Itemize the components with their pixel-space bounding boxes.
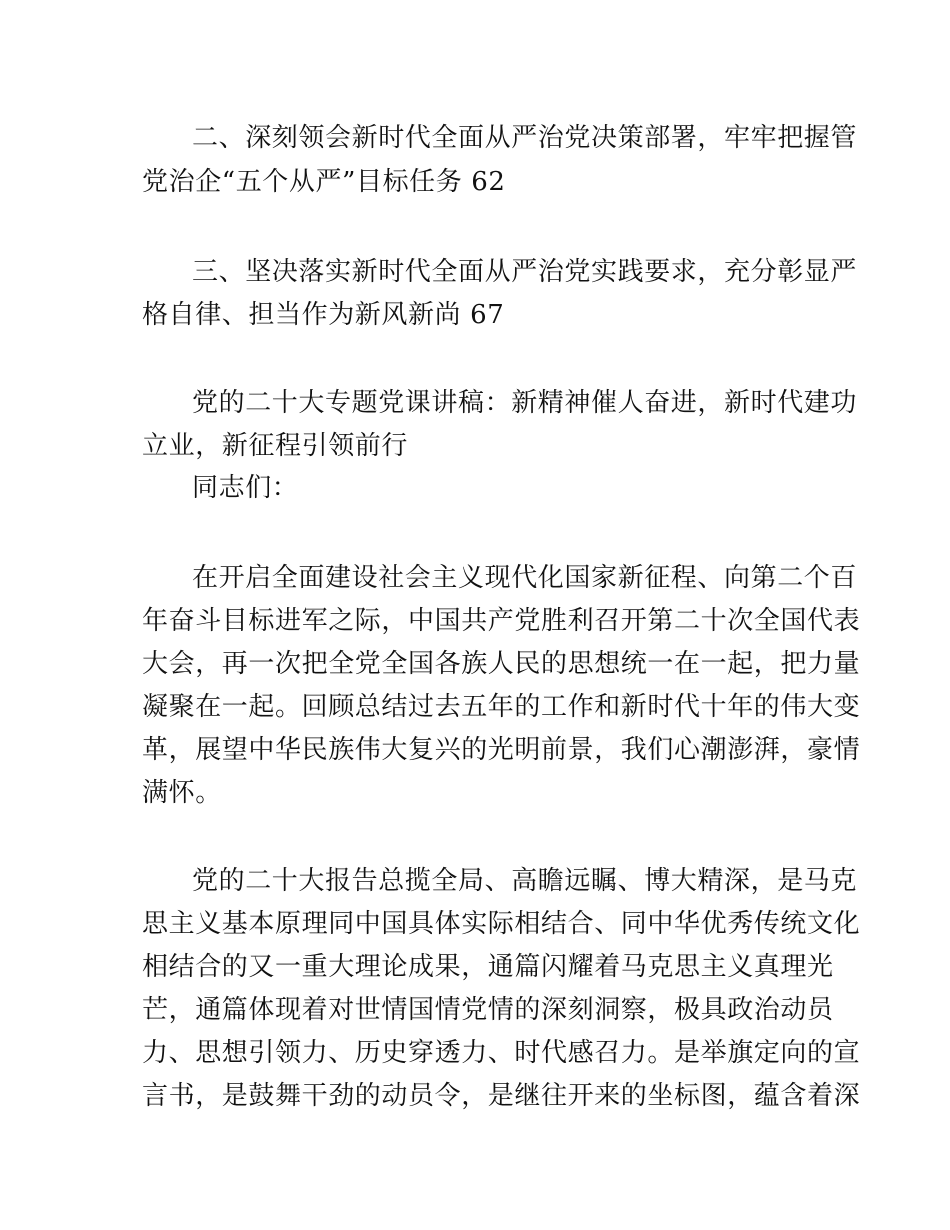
paragraph-2-line-2: 思主义基本原理同中国具体实际相结合、同中华优秀传统文化: [142, 909, 861, 939]
paragraph-1-line-4: 凝聚在一起。回顾总结过去五年的工作和新时代十年的伟大变: [142, 692, 861, 722]
paragraph-2-line-6: 言书，是鼓舞干劲的动员令，是继往开来的坐标图，蕴含着深: [142, 1081, 861, 1111]
paragraph-2-line-3: 相结合的又一重大理论成果，通篇闪耀着马克思主义真理光: [142, 952, 834, 982]
paragraph-2-line-1: 党的二十大报告总揽全局、高瞻远瞩、博大精深，是马克: [192, 866, 858, 896]
paragraph-1-line-2: 年奋斗目标进军之际，中国共产党胜利召开第二十次全国代表: [142, 606, 861, 636]
salutation: 同志们：: [192, 473, 299, 503]
paragraph-2-line-5: 力、思想引领力、历史穿透力、时代感召力。是举旗定向的宣: [142, 1038, 861, 1068]
paragraph-1-line-6: 满怀。: [142, 778, 222, 808]
paragraph-1-line-1: 在开启全面建设社会主义现代化国家新征程、向第二个百: [192, 563, 858, 593]
paragraph-1-line-3: 大会，再一次把全党全国各族人民的思想统一在一起，把力量: [142, 649, 861, 679]
toc-entry-2-line-1: 二、深刻领会新时代全面从严治党决策部署，牢牢把握管: [192, 123, 858, 153]
document-title-line-1: 党的二十大专题党课讲稿：新精神催人奋进，新时代建功: [192, 388, 858, 418]
paragraph-2-line-4: 芒，通篇体现着对世情国情党情的深刻洞察，极具政治动员: [142, 995, 834, 1025]
toc-entry-2-line-2: 党治企“五个从严”目标任务 62: [142, 167, 506, 197]
document-title-line-2: 立业，新征程引领前行: [142, 431, 409, 461]
toc-entry-3-line-1: 三、坚决落实新时代全面从严治党实践要求，充分彰显严: [192, 257, 858, 287]
toc-entry-3-line-2: 格自律、担当作为新风新尚 67: [142, 300, 505, 330]
paragraph-1-line-5: 革，展望中华民族伟大复兴的光明前景，我们心潮澎湃，豪情: [142, 735, 861, 765]
